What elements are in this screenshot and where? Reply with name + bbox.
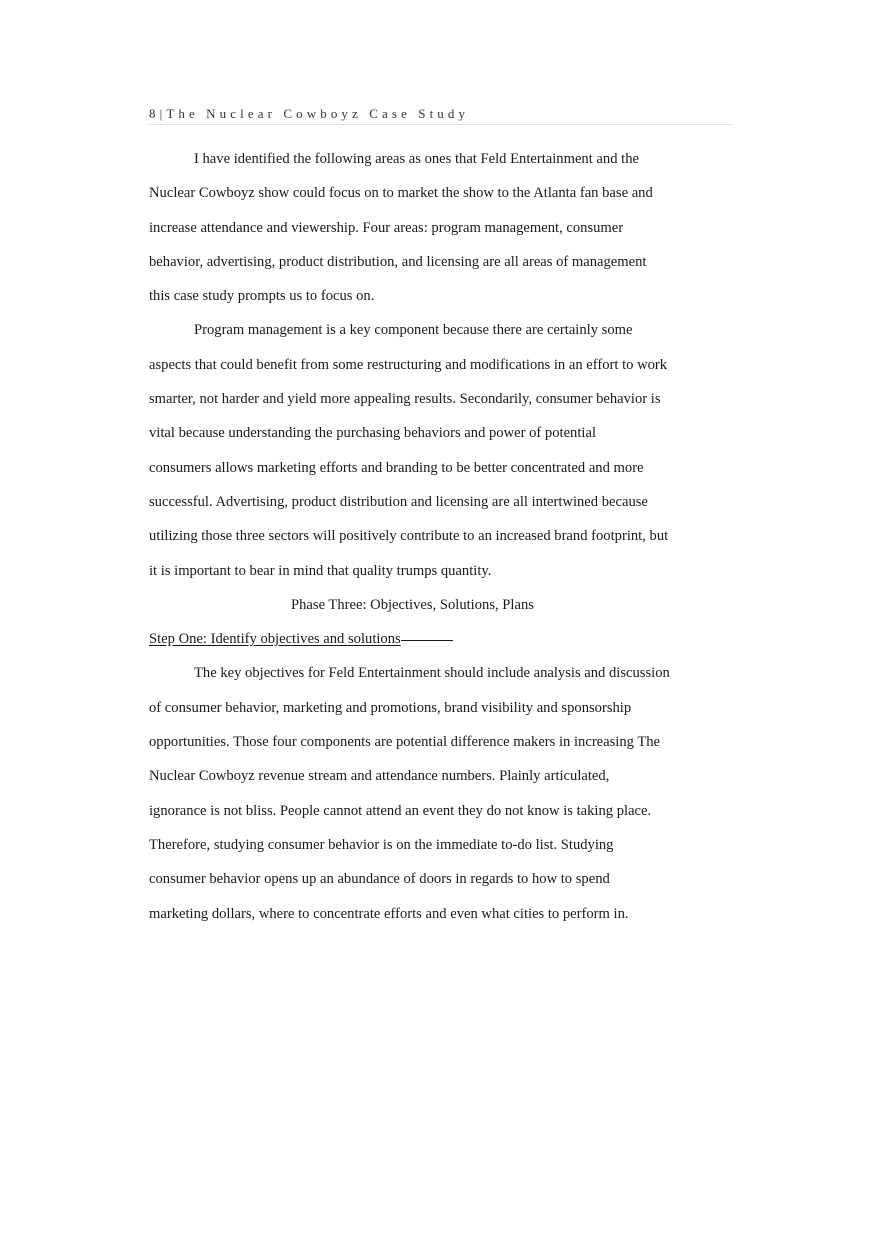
paragraph-3 (149, 656, 733, 930)
page-header (149, 106, 733, 125)
text-line: I have identified the following areas as ones that Feld Entertainment and the (194, 151, 639, 167)
paragraph-1 (149, 142, 733, 313)
text-line: successful. Advertising, product distribution and licensing are all intertwined because (149, 493, 648, 510)
text-line: this case study prompts us to focus on. (149, 288, 375, 305)
text-line: increase attendance and viewership. Four areas: program management, consumer (149, 219, 624, 236)
text-line: of consumer behavior, marketing and promotions, brand visibility and sponsorship (149, 699, 632, 716)
text-line: Therefore, studying consumer behavior is on the immediate to-do list. Studying (149, 836, 614, 853)
text-line: vital because understanding the purchasing behaviors and power of potential (149, 425, 596, 442)
paragraph-2 (149, 313, 733, 587)
text-line: marketing dollars, where to concentrate efforts and even what cities to perform in. (149, 905, 629, 922)
section-heading: Phase Three: Objectives, Solutions, Plans (291, 596, 534, 613)
text-line: Nuclear Cowboyz show could focus on to market the show to the Atlanta fan base and (149, 185, 653, 202)
document-body (149, 142, 733, 931)
header-title: The Nuclear Cowboyz Case Study (166, 106, 470, 121)
text-line: opportunities. Those four components are potential difference makers in increasing The (149, 734, 661, 751)
step-heading-text: Step One: Identify objectives and solutions (149, 631, 401, 648)
text-line: ignorance is not bliss. People cannot attend an event they do not know is taking place. (149, 802, 652, 819)
text-line: Nuclear Cowboyz revenue stream and attendance numbers. Plainly articulated, (149, 768, 610, 785)
header-separator: | (159, 106, 167, 121)
text-line: utilizing those three sectors will positively contribute to an increased brand footprint, but (149, 528, 669, 545)
step-heading (149, 622, 733, 656)
step-underline (401, 640, 453, 641)
text-line: smarter, not harder and yield more appealing results. Secondarily, consumer behavior is (149, 391, 661, 408)
text-line: consumer behavior opens up an abundance of doors in regards to how to spend (149, 871, 610, 888)
text-line: behavior, advertising, product distribution, and licensing are all areas of management (149, 253, 647, 270)
text-line: it is important to bear in mind that quality trumps quantity. (149, 562, 492, 579)
text-line: The key objectives for Feld Entertainment should include analysis and discussion (194, 665, 670, 682)
text-line: consumers allows marketing efforts and branding to be better concentrated and more (149, 459, 644, 476)
page-number: 8 (149, 106, 160, 121)
text-line: Program management is a key component because there are certainly some (194, 322, 633, 339)
text-line: aspects that could benefit from some restructuring and modifications in an effort to work (149, 356, 668, 373)
